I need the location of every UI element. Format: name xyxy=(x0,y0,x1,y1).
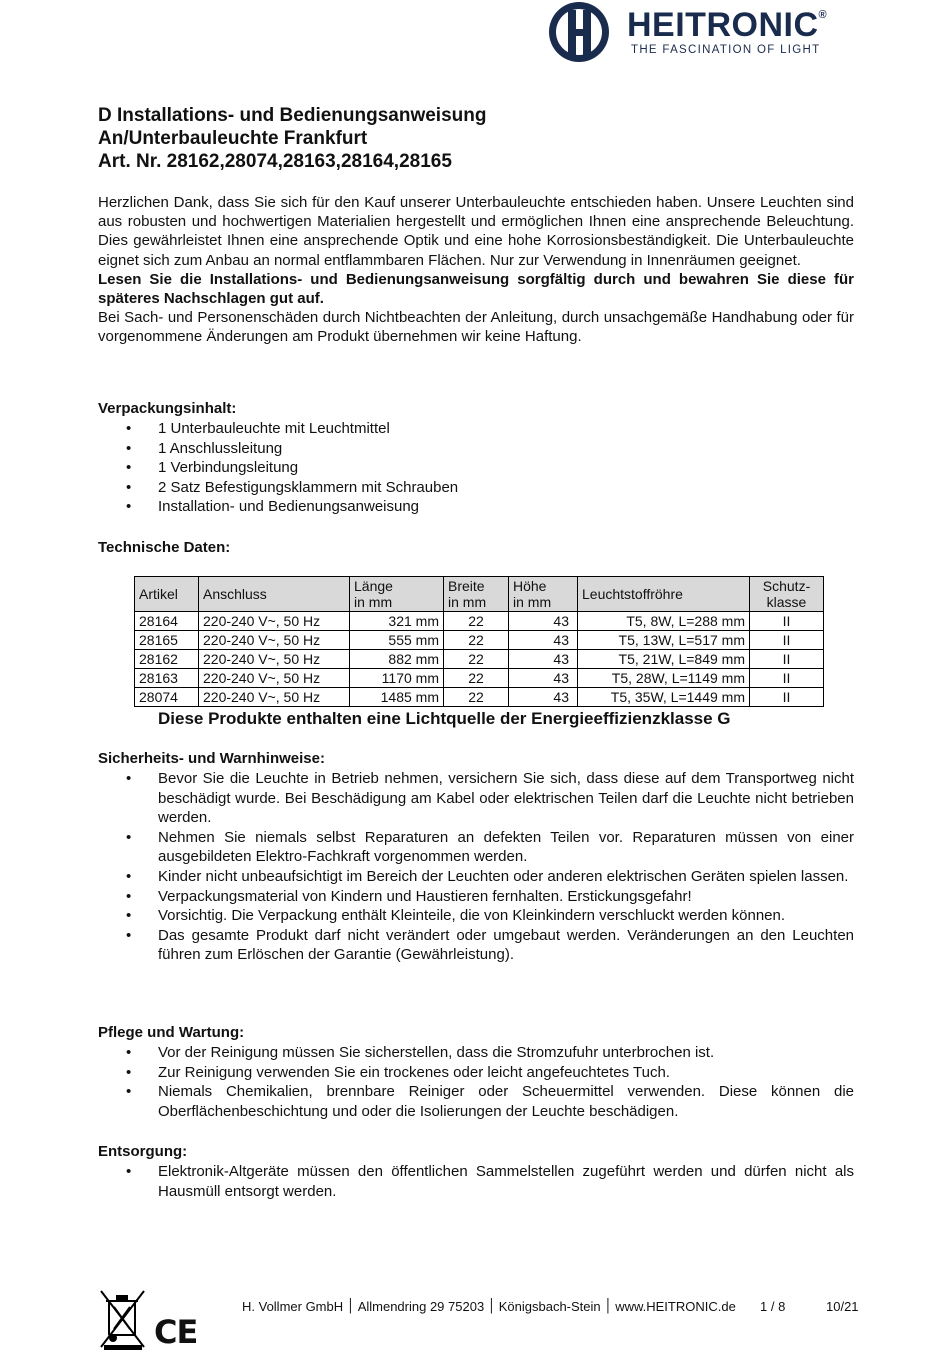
list-item: • Das gesamte Produkt darf nicht verändert oder umgebaut werden. Veränderungen an den Leuchten führen zum Erlöschen der Garantie (Gewährleistung). xyxy=(98,926,854,965)
cell-laenge: 882 mm xyxy=(350,650,444,669)
document-date: 10/21 xyxy=(826,1299,859,1314)
cell-anschluss: 220-240 V~, 50 Hz xyxy=(199,612,350,631)
brand-tagline: THE FASCINATION OF LIGHT xyxy=(631,44,821,56)
title-line-3: Art. Nr. 28162,28074,28163,28164,28165 xyxy=(98,151,452,172)
document-title xyxy=(98,104,486,173)
cell-roehre: T5, 35W, L=1449 mm xyxy=(578,688,750,707)
col-header-roehre: Leuchtstoffröhre xyxy=(578,577,750,612)
list-item: • Vorsichtig. Die Verpackung enthält Kleinteile, die von Kleinkindern verschluckt werden können. xyxy=(98,906,854,926)
cell-breite: 22 xyxy=(444,650,509,669)
cell-artikel: 28164 xyxy=(135,612,199,631)
list-item: • 1 Unterbauleuchte mit Leuchtmittel xyxy=(98,419,854,439)
disposal-heading: Entsorgung: xyxy=(98,1143,188,1160)
header-text: in mm xyxy=(448,594,487,610)
table-row xyxy=(135,612,824,631)
list-item: • Vor der Reinigung müssen Sie sicherstellen, dass die Stromzufuhr unterbrochen ist. xyxy=(98,1043,854,1063)
header-text: Schutz- xyxy=(762,578,811,594)
table-row xyxy=(135,631,824,650)
intro-liability: Bei Sach- und Personenschäden durch Nichtbeachten der Anleitung, durch unsachgemäße Handhabung oder für vorgenommene Änderungen am Produkt übernehmen wir keine Haftung. xyxy=(98,309,854,346)
registered-mark: ® xyxy=(818,8,828,21)
intro-warning: Lesen Sie die Installations- und Bedienungsanweisung sorgfältig durch und bewahren Sie diese für späteres Nachschlagen gut auf. xyxy=(98,270,854,308)
cell-artikel: 28165 xyxy=(135,631,199,650)
list-item: • Kinder nicht unbeaufsichtigt im Bereich der Leuchten oder anderen elektrischen Geräten spielen lassen. xyxy=(98,867,854,887)
list-item: • Verpackungsmaterial von Kindern und Haustieren fernhalten. Erstickungsgefahr! xyxy=(98,887,854,907)
cell-anschluss: 220-240 V~, 50 Hz xyxy=(199,631,350,650)
cell-hoehe: 43 xyxy=(509,688,578,707)
cell-laenge: 321 mm xyxy=(350,612,444,631)
list-item: • 1 Anschlussleitung xyxy=(98,439,854,459)
safety-heading: Sicherheits- und Warnhinweise: xyxy=(98,750,325,767)
col-header-breite xyxy=(444,577,509,612)
cell-schutz: II xyxy=(750,688,824,707)
cell-hoehe: 43 xyxy=(509,650,578,669)
cell-schutz: II xyxy=(750,669,824,688)
cell-artikel: 28074 xyxy=(135,688,199,707)
cell-laenge: 555 mm xyxy=(350,631,444,650)
package-heading: Verpackungsinhalt: xyxy=(98,400,237,417)
table-row xyxy=(135,650,824,669)
header-text: in mm xyxy=(513,594,552,610)
safety-section xyxy=(98,749,854,965)
cell-breite: 22 xyxy=(444,631,509,650)
cell-breite: 22 xyxy=(444,612,509,631)
cell-laenge: 1485 mm xyxy=(350,688,444,707)
col-header-hoehe xyxy=(509,577,578,612)
list-item: • 2 Satz Befestigungsklammern mit Schrauben xyxy=(98,478,854,498)
cell-hoehe: 43 xyxy=(509,612,578,631)
care-heading: Pflege und Wartung: xyxy=(98,1024,245,1041)
cell-schutz: II xyxy=(750,612,824,631)
list-item: • Niemals Chemikalien, brennbare Reiniger oder Scheuermittel verwenden. Diese können die Oberflächenbeschichtung und oder die Isolierungen der Leuchte beschädigen. xyxy=(98,1082,854,1121)
table-row xyxy=(135,688,824,707)
title-line-2: An/Unterbauleuchte Frankfurt xyxy=(98,128,368,149)
title-line-1: D Installations- und Bedienungsanweisung xyxy=(98,105,487,126)
list-item: • Bevor Sie die Leuchte in Betrieb nehmen, versichern Sie sich, dass diese auf dem Transportweg nicht beschädigt wurde. Bei Beschädigung am Kabel oder elektrischen Teilen darf die Leuchte nicht betrieben werden. xyxy=(98,769,854,828)
energy-class-note: Diese Produkte enthalten eine Lichtquelle der Energieeffizienzklasse G xyxy=(158,709,731,728)
weee-bin-icon xyxy=(98,1287,148,1353)
cell-artikel: 28163 xyxy=(135,669,199,688)
col-header-anschluss: Anschluss xyxy=(199,577,350,612)
header-text: Breite xyxy=(448,578,485,594)
list-item: • Nehmen Sie niemals selbst Reparaturen an defekten Teilen vor. Reparaturen müssen von einer ausgebildeten Elektro-Fachkraft vorgenommen werden. xyxy=(98,828,854,867)
care-section xyxy=(98,1023,854,1121)
heitronic-logo xyxy=(545,0,895,64)
footer-address: H. Vollmer GmbH ׀ Allmendring 29 ׀ 75203 Königsbach-Stein ׀ www.HEITRONIC.de xyxy=(242,1299,736,1314)
brand-name: HEITRONIC xyxy=(627,6,819,44)
list-item: • Installation- und Bedienungsanweisung xyxy=(98,497,854,517)
cell-artikel: 28162 xyxy=(135,650,199,669)
col-header-laenge xyxy=(350,577,444,612)
package-section xyxy=(98,399,854,517)
cell-anschluss: 220-240 V~, 50 Hz xyxy=(199,688,350,707)
cell-roehre: T5, 13W, L=517 mm xyxy=(578,631,750,650)
table-row xyxy=(135,669,824,688)
tech-table-wrapper xyxy=(134,576,824,707)
header-text: Höhe xyxy=(513,578,547,594)
cell-roehre: T5, 8W, L=288 mm xyxy=(578,612,750,631)
ce-mark: CE xyxy=(154,1313,198,1351)
col-header-artikel: Artikel xyxy=(135,577,199,612)
header-text: Länge xyxy=(354,578,393,594)
cell-anschluss: 220-240 V~, 50 Hz xyxy=(199,669,350,688)
header-text: in mm xyxy=(354,594,393,610)
tech-table xyxy=(134,576,824,707)
cell-breite: 22 xyxy=(444,669,509,688)
list-item: • Elektronik-Altgeräte müssen den öffentlichen Sammelstellen zugeführt werden und dürfen nicht als Hausmüll entsorgt werden. xyxy=(98,1162,854,1201)
cell-laenge: 1170 mm xyxy=(350,669,444,688)
cell-schutz: II xyxy=(750,650,824,669)
list-item: • Zur Reinigung verwenden Sie ein trockenes oder leicht angefeuchtetes Tuch. xyxy=(98,1063,854,1083)
cell-roehre: T5, 28W, L=1149 mm xyxy=(578,669,750,688)
cell-hoehe: 43 xyxy=(509,631,578,650)
cell-hoehe: 43 xyxy=(509,669,578,688)
cell-breite: 22 xyxy=(444,688,509,707)
page-number: 1 / 8 xyxy=(760,1299,786,1314)
cell-schutz: II xyxy=(750,631,824,650)
intro-paragraph: Herzlichen Dank, dass Sie sich für den Kauf unserer Unterbauleuchte entschieden haben. Unsere Leuchten sind aus robusten und hochwertigen Materialien hergestellt und ermöglichen Ihnen eine ansprechende Beleuchtung. Dies gewährleistet Ihnen eine ansprechende Optik und eine hohe Korrosionsbeständigkeit. Die Unterbauleuchte eignet sich zum Anbau an normal entflammbaren Flächen. Nur zur Verwendung in Innenräumen geeignet. xyxy=(98,194,854,269)
cell-roehre: T5, 21W, L=849 mm xyxy=(578,650,750,669)
table-header-row xyxy=(135,577,824,612)
tech-heading: Technische Daten: xyxy=(98,539,231,556)
col-header-schutz xyxy=(750,577,824,612)
list-item: • 1 Verbindungsleitung xyxy=(98,458,854,478)
disposal-section xyxy=(98,1142,854,1201)
intro-text xyxy=(98,193,854,347)
header-text: klasse xyxy=(766,594,807,610)
cell-anschluss: 220-240 V~, 50 Hz xyxy=(199,650,350,669)
